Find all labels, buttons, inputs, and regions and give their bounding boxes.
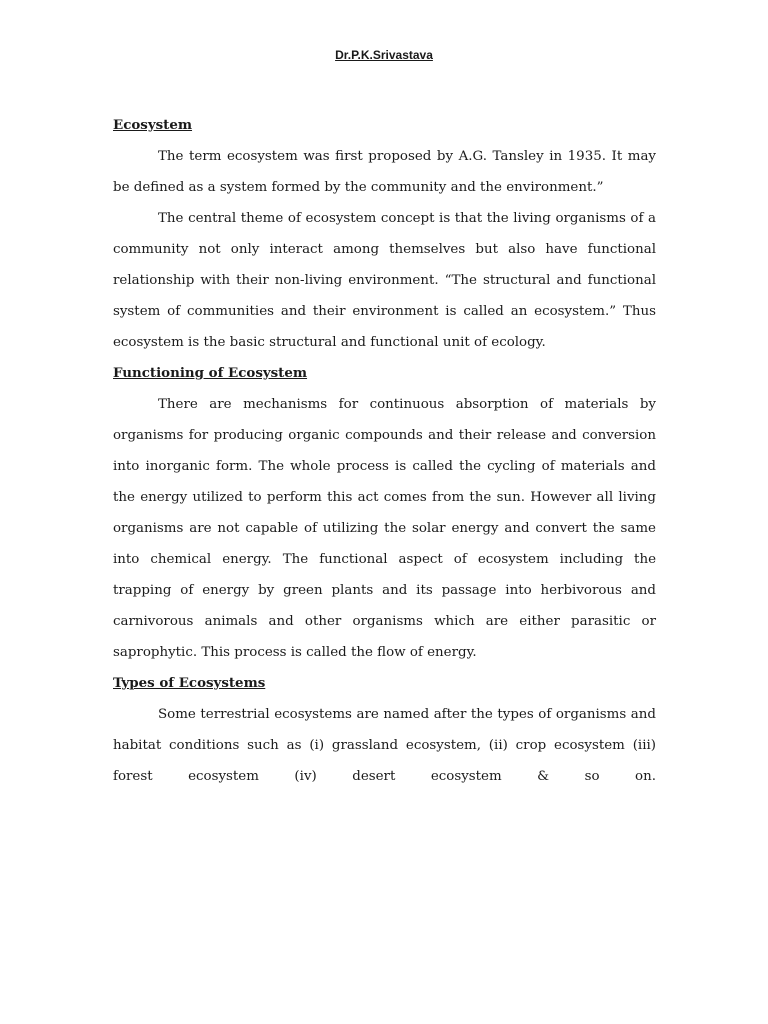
author-header: Dr.P.K.Srivastava [335, 48, 433, 62]
section-heading-ecosystem: Ecosystem [113, 117, 193, 133]
paragraph-central-theme: The central theme of ecosystem concept is that the living organisms of a community not only interact among themselves but also have functional relationship with their non-living environment. “The structural and functional system of communities and their environment is called an ecosystem.” Thus ecosystem is the basic structural and functional unit of ecology. [113, 211, 656, 350]
paragraph-definition: The term ecosystem was first proposed by A.G. Tansley in 1935. It may be defined as a system formed by the community and the environment.” [113, 149, 656, 195]
section-heading-types: Types of Ecosystems [113, 675, 266, 691]
section-heading-functioning: Functioning of Ecosystem [113, 365, 308, 381]
paragraph-functioning: There are mechanisms for continuous absorption of materials by organisms for producing organic compounds and their release and conversion into inorganic form. The whole process is called the cycling of materials and the energy utilized to perform this act comes from the sun. However all living organisms are not capable of utilizing the solar energy and convert the same into chemical energy. The functional aspect of ecosystem including the trapping of energy by green plants and its passage into herbivorous and carnivorous animals and other organisms which are either parasitic or saprophytic. This process is called the flow of energy. [113, 397, 656, 660]
document-body [113, 110, 656, 792]
paragraph-types: Some terrestrial ecosystems are named after the types of organisms and habitat conditions such as (i) grassland ecosystem, (ii) crop ecosystem (iii) forest ecosystem (iv) desert ecosystem & so on. [113, 707, 656, 784]
